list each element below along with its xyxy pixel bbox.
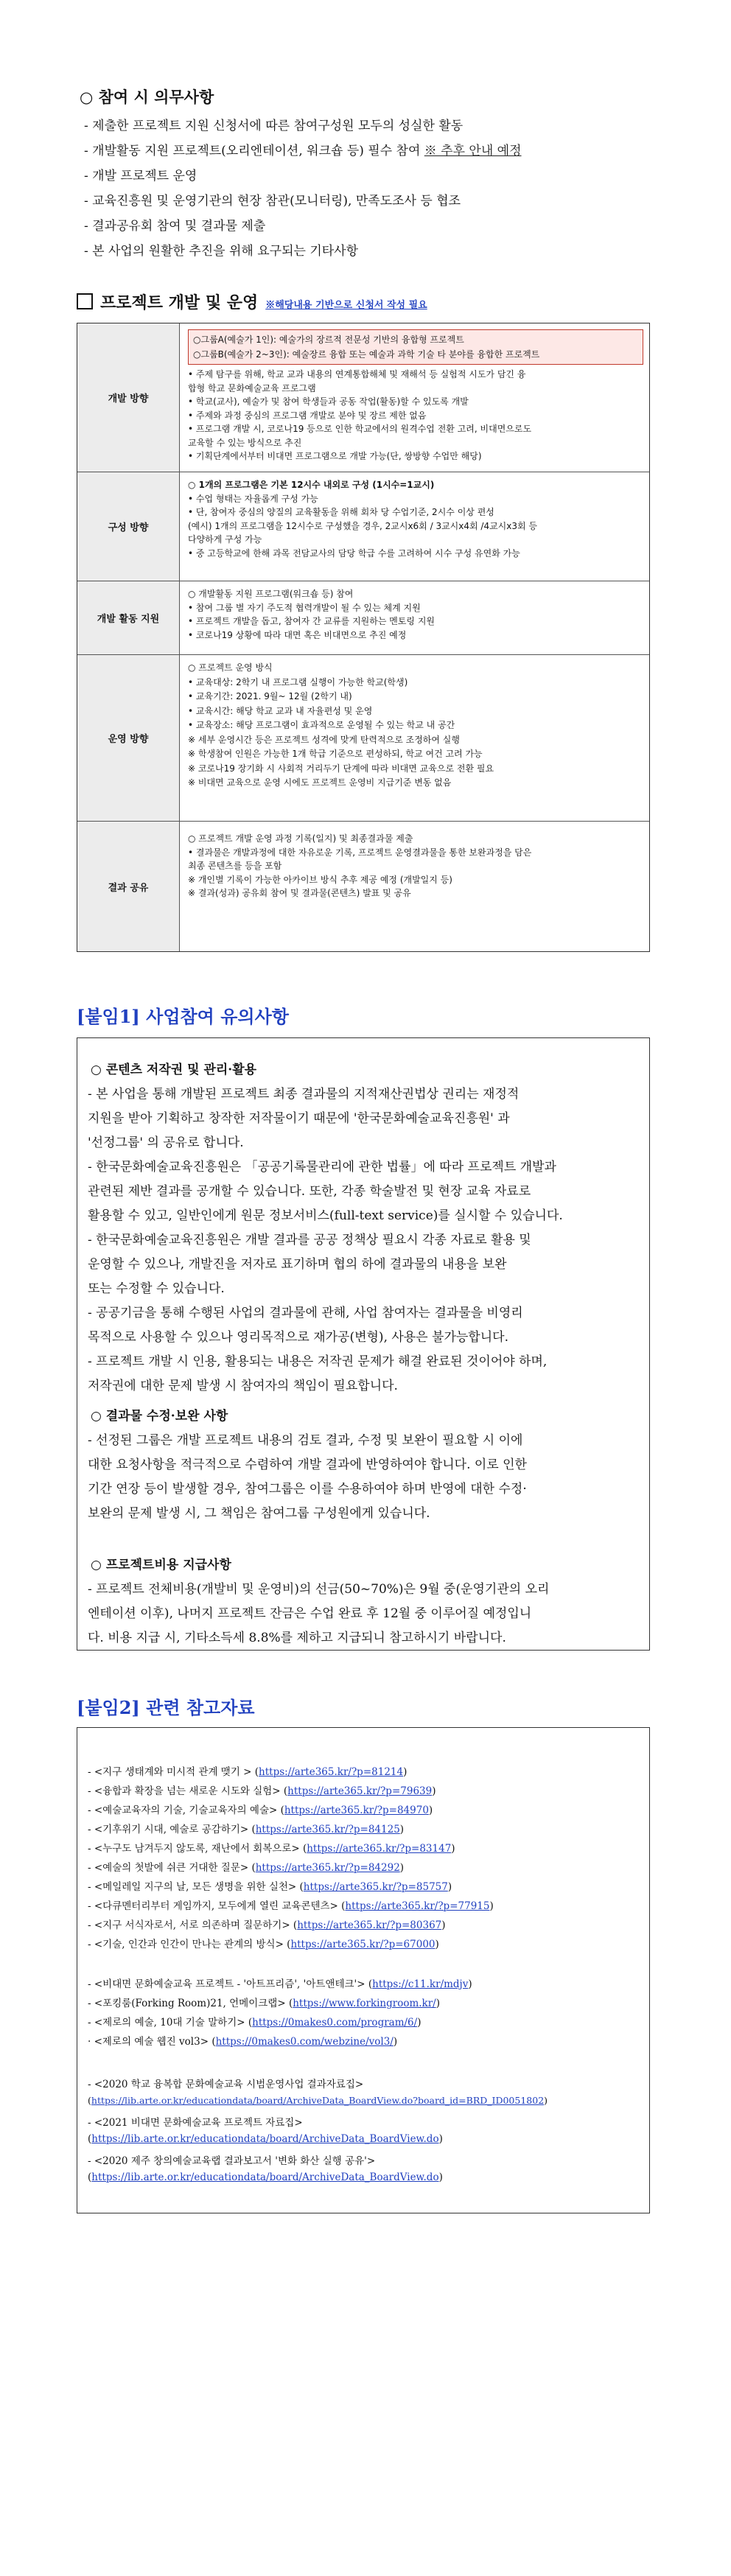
content-line: ※ 세부 운영시간 등은 프로젝트 성격에 맞게 탄력적으로 조정하여 실행: [188, 734, 460, 745]
reference-text: - <2021 비대면 문화예술교육 프로젝트 자료집>: [88, 2117, 303, 2129]
reference-link[interactable]: https://0makes0.com/program/6/: [252, 2017, 418, 2029]
row-label: 개발 방향: [77, 323, 180, 472]
reference-item: [88, 1917, 446, 1931]
reference-item: [88, 1897, 494, 1912]
content-line: ※ 학생참여 인원은 가능한 1개 학급 기준으로 편성하되, 학교 여건 고려 가능: [188, 749, 483, 759]
reference-end: ): [441, 1919, 446, 1931]
reference-text: - <비대면 문화예술교육 프로젝트 - '아트프리즘', '아트앤테크'> (: [88, 1978, 373, 1990]
row-content: [188, 329, 643, 463]
content-line: ○ 프로젝트 운영 방식: [188, 662, 273, 673]
section-body: [88, 1429, 639, 1526]
content-line: 합형 학교 문화예술교육 프로그램: [188, 382, 316, 393]
reference-item: [88, 1821, 404, 1835]
reference-link[interactable]: https://lib.arte.or.kr/educationdata/board/ArchiveData_BoardView.do: [91, 2133, 439, 2145]
content-line: 최종 콘텐츠를 등을 포함: [188, 861, 282, 871]
reference-end: ): [399, 1824, 405, 1835]
content-line: ※ 결과(성과) 공유회 참여 및 결과물(콘텐츠) 발표 및 공유: [188, 888, 411, 898]
dev-heading-note: ※해당내용 기반으로 신청서 작성 필요: [265, 300, 427, 311]
duty-item-note: ※ 추후 안내 예정: [424, 144, 522, 158]
reference-item: [88, 2033, 397, 2048]
reference-text: - <예술의 첫발에 쉬큰 거대한 질문> (: [88, 1862, 256, 1874]
body-line: 대한 요청사항을 적극적으로 수렴하여 개발 결과에 반영하여야 합니다. 이로 인한: [88, 1457, 527, 1472]
reference-link[interactable]: https://arte365.kr/?p=67000: [290, 1939, 436, 1950]
reference-item: [88, 1859, 404, 1874]
reference-item: [88, 2076, 363, 2090]
reference-text: - <다큐멘터리부터 게임까지, 모두에게 열린 교육콘텐츠> (: [88, 1900, 346, 1912]
content-line: ○ 1개의 프로그램은 기본 12시수 내외로 구성 (1시수=1교시): [188, 480, 435, 490]
section-body: [88, 1082, 639, 1399]
appendix1-title: [붙임1] 사업참여 유의사항: [77, 1006, 289, 1027]
reference-item: [88, 1840, 455, 1855]
reference-link[interactable]: https://arte365.kr/?p=85757: [303, 1881, 448, 1893]
duties-title: ○ 참여 시 의무사항: [80, 88, 214, 106]
duty-item: - 제출한 프로젝트 지원 신청서에 따른 참여구성원 모두의 성실한 활동: [84, 119, 464, 133]
reference-link[interactable]: https://arte365.kr/?p=80367: [297, 1919, 442, 1931]
content-line: • 단, 참여자 중심의 양질의 교육활동을 위해 회차 당 수업기준, 2시수 이상 편성: [188, 507, 494, 517]
content-line: • 프로젝트 개발을 돕고, 참여자 간 교류를 지원하는 멘토링 지원: [188, 616, 436, 626]
reference-link[interactable]: https://arte365.kr/?p=84125: [255, 1824, 400, 1835]
reference-end: ): [435, 1939, 439, 1950]
reference-text: - <누구도 남겨두지 않도록, 재난에서 회복으로> (: [88, 1843, 307, 1855]
reference-end: ): [544, 2095, 548, 2106]
reference-link[interactable]: https://arte365.kr/?p=83147: [307, 1843, 452, 1855]
row-label: 구성 방향: [77, 472, 180, 581]
content-line: • 교육기간: 2021. 9월~ 12월 (2학기 내): [188, 691, 352, 701]
body-line: - 공공기금을 통해 수행된 사업의 결과물에 관해, 사업 참여자는 결과물을 비영리: [88, 1306, 523, 1320]
reference-text: - <지구 생태계와 미시적 관계 맺기 > (: [88, 1766, 259, 1778]
table-row: [77, 581, 649, 655]
body-line: 또는 수정할 수 있습니다.: [88, 1281, 225, 1296]
dev-heading-text: 프로젝트 개발 및 운영: [100, 293, 259, 312]
body-line: 저작권에 대한 문제 발생 시 참여자의 책임이 필요합니다.: [88, 1379, 398, 1393]
reference-text: - <기술, 인간과 인간이 만나는 관계의 방식> (: [88, 1939, 291, 1950]
duty-item: - 교육진흥원 및 운영기관의 현장 참관(모니터링), 만족도조사 등 협조: [84, 194, 461, 209]
content-line: 다양하게 구성 가능: [188, 534, 262, 545]
reference-end: ): [451, 1843, 455, 1855]
section-heading: ○ 결과물 수정·보완 사항: [91, 1409, 228, 1424]
reference-item: [88, 2171, 443, 2183]
content-line: • 교육장소: 해당 프로그램이 효과적으로 운영될 수 있는 학교 내 공간: [188, 720, 455, 730]
reference-link[interactable]: https://www.forkingroom.kr/: [293, 1998, 436, 2009]
content-line: • 교육시간: 해당 학교 교과 내 자율편성 및 운영: [188, 705, 373, 716]
reference-item: [88, 2095, 548, 2106]
group-line: ○그룹A(예술가 1인): 예술가의 장르적 전문성 기반의 융합형 프로젝트: [193, 335, 464, 345]
reference-item: [88, 1782, 436, 1797]
content-line: • 주제와 과정 중심의 프로그램 개발로 분야 및 장르 제한 없음: [188, 410, 427, 421]
reference-link[interactable]: https://lib.arte.or.kr/educationdata/board/ArchiveData_BoardView.do: [91, 2171, 439, 2183]
reference-text: - <예술교육자의 기술, 기술교육자의 예술> (: [88, 1805, 284, 1816]
row-content: [188, 661, 643, 791]
reference-text: (: [88, 2171, 92, 2183]
reference-link[interactable]: https://arte365.kr/?p=84292: [255, 1862, 400, 1874]
content-line: • 주제 탐구를 위해, 학교 교과 내용의 연계통합해체 및 재해석 등 실험적 시도가 담긴 융: [188, 369, 526, 379]
reference-item: [88, 1763, 407, 1778]
body-line: 활용할 수 있고, 일반인에게 원문 정보서비스(full-text service)를 실시할 수 있습니다.: [88, 1208, 563, 1223]
reference-text: (: [88, 2133, 92, 2145]
body-line: 목적으로 사용할 수 있으나 영리목적으로 재가공(변형), 사용은 불가능합니다.: [88, 1330, 508, 1345]
duty-item: - 개발 프로젝트 운영: [84, 169, 197, 183]
duty-item-text: - 개발활동 지원 프로젝트(오리엔테이션, 워크숍 등) 필수 참여: [84, 144, 424, 158]
body-line: 엔테이션 이후), 나머지 프로젝트 잔금은 수업 완료 후 12월 중 이루어질 예정입니: [88, 1606, 532, 1621]
content-line: • 기획단계에서부터 비대면 프로그램으로 개발 가능(단, 쌍방향 수업만 해당): [188, 451, 482, 461]
body-line: 보완의 문제 발생 시, 그 책임은 참여그룹 구성원에게 있습니다.: [88, 1506, 430, 1521]
content-line: (예시) 1개의 프로그램을 12시수로 구성했을 경우, 2교시x6회 / 3교시x4회 /4교시x3회 등: [188, 520, 538, 531]
duty-item: - 결과공유회 참여 및 결과물 제출: [84, 219, 266, 234]
duty-item: [84, 143, 522, 159]
reference-text: (: [88, 2095, 91, 2106]
body-line: 운영할 수 있으나, 개발진을 저자로 표기하며 협의 하에 결과물의 내용을 보완: [88, 1257, 507, 1272]
body-line: - 한국문화예술교육진흥원은 개발 결과를 공공 정책상 필요시 각종 자료로 활용 및: [88, 1233, 531, 1247]
reference-end: ): [417, 2017, 422, 2029]
reference-end: ): [432, 1785, 436, 1797]
reference-text: - <포킹룸(Forking Room)21, 언메이크랩> (: [88, 1998, 293, 2009]
content-line: • 프로그램 개발 시, 코로나19 등으로 인한 학교에서의 원격수업 전환 고려, 비대면으로도: [188, 424, 532, 434]
reference-text: - <제로의 예술, 10대 기술 말하기> (: [88, 2017, 253, 2029]
reference-end: ): [438, 2171, 443, 2183]
row-label: 결과 공유: [77, 822, 180, 951]
reference-end: ): [438, 2133, 443, 2145]
table-row: [77, 472, 649, 581]
body-line: - 선정된 그룹은 개발 프로젝트 내용의 검토 결과, 수정 및 보완이 필요할 시 이에: [88, 1433, 523, 1448]
table-row: [77, 323, 649, 472]
content-line: • 참여 그룹 별 자기 주도적 협력개발이 될 수 있는 체계 지원: [188, 602, 421, 613]
reference-text: - <메일레일 지구의 날, 모든 생명을 위한 실천> (: [88, 1881, 304, 1893]
dev-heading: [77, 290, 427, 313]
section-body: [88, 1578, 639, 1651]
reference-end: ): [393, 2036, 398, 2048]
content-line: ○ 개발활동 지원 프로그램(워크숍 등) 참여: [188, 589, 354, 599]
appendix2-title: [붙임2] 관련 참고자료: [77, 1697, 255, 1718]
reference-link[interactable]: https://arte365.kr/?p=84970: [284, 1805, 429, 1816]
row-label: 운영 방향: [77, 655, 180, 821]
row-content: [188, 832, 643, 900]
table-row: [77, 822, 649, 951]
reference-link[interactable]: https://arte365.kr/?p=77915: [345, 1900, 490, 1912]
duty-item: - 본 사업의 원활한 추진을 위해 요구되는 기타사항: [84, 244, 359, 259]
reference-end: ): [447, 1881, 452, 1893]
section-heading: ○ 프로젝트비용 지급사항: [91, 1558, 231, 1572]
content-line: ※ 코로나19 장기화 시 사회적 거리두기 단계에 따라 비대면 교육으로 전환 필요: [188, 763, 494, 774]
body-line: - 본 사업을 통해 개발된 프로젝트 최종 결과물의 지적재산권법상 권리는 재정적: [88, 1087, 520, 1102]
content-line: • 중 고등학교에 한해 과목 전담교사의 담당 학급 수를 고려하여 시수 구성 유연화 가능: [188, 547, 520, 559]
reference-link[interactable]: https://lib.arte.or.kr/educationdata/board/ArchiveData_BoardView.do?board_id=BRD_ID0051802: [91, 2095, 545, 2106]
group-line: ○그룹B(예술가 2~3인): 예술장르 융합 또는 예술과 과학 기술 타 분야를 융합한 프로젝트: [193, 349, 540, 360]
content-line: ※ 비대면 교육으로 운영 시에도 프로젝트 운영비 지급기준 변동 없음: [188, 777, 452, 788]
appendix1-box: [77, 1037, 650, 1651]
content-line: 교육할 수 있는 방식으로 추진: [188, 437, 302, 448]
reference-end: ): [399, 1862, 405, 1874]
section-heading: ○ 콘텐츠 저작권 및 관리·활용: [91, 1063, 257, 1077]
row-content: [188, 587, 643, 642]
reference-link[interactable]: https://arte365.kr/?p=81214: [259, 1766, 404, 1778]
reference-text: - <2020 제주 창의예술교육랩 결과보고서 '변화 화산 실행 공유'>: [88, 2155, 376, 2167]
body-line: 관련된 제반 결과를 공개할 수 있습니다. 또한, 각종 학술발전 및 현장 교육 자료로: [88, 1184, 531, 1199]
reference-end: ): [436, 1998, 441, 2009]
reference-text: - <지구 서식자로서, 서로 의존하며 질문하기> (: [88, 1919, 298, 1931]
content-line: • 학교(교사), 예술가 및 참여 학생들과 공동 작업(활동)할 수 있도록 개발: [188, 396, 469, 407]
content-line: • 수업 형태는 자율롭게 구성 가능: [188, 493, 318, 504]
reference-link[interactable]: https://arte365.kr/?p=79639: [287, 1785, 433, 1797]
reference-link[interactable]: https://c11.kr/mdjv: [372, 1978, 469, 1990]
reference-end: ): [428, 1805, 433, 1816]
appendix2-box: [77, 1727, 650, 2213]
reference-end: ): [468, 1978, 472, 1990]
dev-table: [77, 323, 650, 952]
group-highlight-box: [188, 329, 643, 365]
body-line: '선정그룹' 의 공유로 합니다.: [88, 1135, 244, 1150]
reference-item: [88, 2114, 303, 2129]
content-line: • 코로나19 상황에 따라 대면 혹은 비대면으로 추진 예정: [188, 629, 407, 640]
reference-end: ): [489, 1900, 494, 1912]
row-content: [188, 478, 643, 560]
reference-item: [88, 1878, 452, 1893]
reference-item: [88, 2133, 443, 2145]
table-row: [77, 655, 649, 822]
body-line: 다. 비용 지급 시, 기타소득세 8.8%를 제하고 지급되니 참고하시기 바랍니다.: [88, 1631, 506, 1645]
reference-item: [88, 2014, 421, 2029]
body-line: 지원을 받아 기획하고 창작한 저작물이기 때문에 '한국문화예술교육진흥원' 과: [88, 1111, 510, 1126]
reference-item: [88, 1995, 440, 2009]
row-label: 개발 활동 지원: [77, 581, 180, 654]
reference-item: [88, 1975, 472, 1990]
body-line: - 프로젝트 전체비용(개발비 및 운영비)의 선금(50~70%)은 9월 중(운영기관의 오리: [88, 1582, 550, 1597]
reference-end: ): [403, 1766, 408, 1778]
reference-item: [88, 1802, 433, 1816]
checkbox-icon: [77, 293, 93, 309]
content-line: ○ 프로젝트 개발 운영 과정 기록(일지) 및 최종결과물 제출: [188, 833, 413, 844]
content-line: ※ 개인별 기록이 가능한 아카이브 방식 추후 제공 예정 (개발일지 등): [188, 874, 452, 885]
reference-link[interactable]: https://0makes0.com/webzine/vol3/: [215, 2036, 394, 2048]
reference-text: - <기후위기 시대, 예술로 공감하기> (: [88, 1824, 256, 1835]
body-line: 기간 연장 등이 발생할 경우, 참여그룹은 이를 수용하여야 하며 반영에 대한 수정·: [88, 1482, 527, 1497]
reference-text: · <제로의 예술 웹진 vol3> (: [88, 2036, 216, 2048]
reference-text: - <융합과 확장을 넘는 새로운 시도와 실험> (: [88, 1785, 288, 1797]
reference-item: [88, 1936, 439, 1950]
content-line: • 교육대상: 2학기 내 프로그램 실행이 가능한 학교(학생): [188, 676, 408, 687]
reference-text: - <2020 학교 융복합 문화예술교육 시범운영사업 결과자료집>: [88, 2079, 364, 2090]
body-line: - 한국문화예술교육진흥원은 「공공기록물관리에 관한 법률」에 따라 프로젝트 개발과: [88, 1160, 556, 1175]
reference-item: [88, 2152, 375, 2167]
body-line: - 프로젝트 개발 시 인용, 활용되는 내용은 저작권 문제가 해결 완료된 것이어야 하며,: [88, 1354, 548, 1369]
content-line: • 결과물은 개발과정에 대한 자유로운 기록, 프로젝트 운영결과물을 통한 보완과정을 담은: [188, 847, 532, 858]
